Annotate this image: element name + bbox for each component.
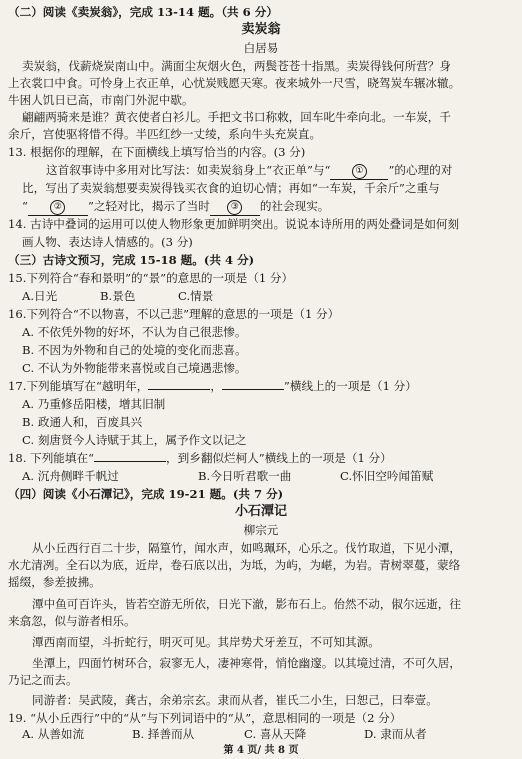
poem-author: 白居易 bbox=[243, 41, 279, 55]
question-17-stem bbox=[8, 378, 522, 394]
q13-text: ”之轻对比，揭示了当时 bbox=[87, 199, 210, 213]
option-b[interactable]: B.今日听君歌一曲 bbox=[198, 469, 292, 483]
page-footer: 第 4 页/ 共 8 页 bbox=[223, 745, 299, 756]
question-13-line bbox=[0, 162, 522, 180]
option-b[interactable]: B. 不因为外物和自己的处境的变化而悲喜。 bbox=[22, 343, 247, 357]
question-14-line: 画人物、表达诗人情感的。(3 分) bbox=[22, 235, 193, 249]
blank-number: ③ bbox=[227, 200, 242, 215]
poem-line: 牛困人饥日已高，市南门外泥中歇。 bbox=[8, 93, 194, 107]
q17-text: ”横线上的一项是（1 分） bbox=[283, 379, 417, 393]
option-a[interactable]: A. 不依凭外物的好坏，不认为自己很悲惨。 bbox=[22, 325, 247, 339]
question-19-stem: 19. “从小丘西行”中的“从”与下列词语中的“从”，意思相同的一项是（2 分） bbox=[8, 711, 402, 725]
answer-blank-3[interactable] bbox=[210, 198, 260, 216]
option-a[interactable]: A.日光 bbox=[22, 289, 58, 303]
answer-blank[interactable] bbox=[94, 461, 166, 462]
poem-title: 卖炭翁 bbox=[241, 22, 281, 37]
option-c[interactable]: C. 刻唐贤今人诗赋于其上，属予作文以记之 bbox=[22, 433, 247, 447]
option-a[interactable]: A. 从善如流 bbox=[22, 727, 85, 741]
essay-line: 摇缀，参差披拂。 bbox=[8, 575, 101, 589]
answer-blank[interactable] bbox=[148, 389, 210, 390]
poem-line: 上衣裳口中食。可怜身上衣正单，心忧炭贱愿天寒。夜来城外一尺雪，晓驾炭车辗冰辙。 bbox=[8, 76, 461, 90]
answer-blank[interactable] bbox=[222, 389, 284, 390]
option-c[interactable]: C.情景 bbox=[178, 289, 214, 303]
essay-author: 柳宗元 bbox=[243, 523, 279, 537]
q18-text: 18. 下列能填在“ bbox=[8, 451, 95, 465]
q17-text: 17.下列能填写在“越明年， bbox=[8, 379, 149, 393]
essay-line: 水尤清冽。全石以为底，近岸，卷石底以出，为坻，为屿，为嵁，为岩。青树翠蔓，蒙络 bbox=[8, 558, 461, 572]
option-a[interactable]: A. 乃重修岳阳楼，增其旧制 bbox=[22, 397, 166, 411]
question-16-stem: 16.下列符合“不以物喜，不以己悲”理解的意思的一项是（1 分） bbox=[8, 307, 340, 321]
essay-line: 潭中鱼可百许头，皆若空游无所依，日光下澈，影布石上。佁然不动，俶尔远逝，往 bbox=[32, 597, 461, 611]
option-b[interactable]: B. 择善而从 bbox=[132, 727, 195, 741]
q13-text: “ bbox=[22, 199, 28, 213]
poem-line: 卖炭翁，伐薪烧炭南山中。满面尘灰烟火色，两鬓苍苍十指黑。卖炭得钱何所营？身 bbox=[22, 59, 451, 73]
essay-line: 乃记之而去。 bbox=[8, 673, 78, 687]
question-13-line bbox=[0, 198, 522, 216]
answer-blank-2[interactable] bbox=[28, 198, 88, 216]
q13-text: 的社会现实。 bbox=[259, 199, 330, 213]
q13-text: ”的心理的对 bbox=[388, 163, 453, 177]
essay-title: 小石潭记 bbox=[234, 504, 287, 519]
option-d[interactable]: D. 隶而从者 bbox=[364, 727, 427, 741]
essay-line: 从小丘西行百二十步，隔篁竹，闻水声，如鸣珮环，心乐之。伐竹取道，下见小潭， bbox=[32, 541, 461, 555]
section-header: （四）阅读《小石潭记》，完成 19-21 题。(共 7 分) bbox=[8, 487, 284, 501]
q18-text: ，到乡翻似烂柯人”横线上的一项是（1 分） bbox=[166, 451, 392, 465]
option-c[interactable]: C. 喜从天降 bbox=[244, 727, 307, 741]
option-c[interactable]: C.怀旧空吟闻笛赋 bbox=[340, 469, 434, 483]
essay-line: 潭西南而望，斗折蛇行，明灭可见。其岸势犬牙差互，不可知其源。 bbox=[32, 635, 380, 649]
section-header: （二）阅读《卖炭翁》，完成 13-14 题。（共 6 分） bbox=[8, 5, 278, 19]
question-19-options bbox=[22, 726, 522, 742]
blank-number: ② bbox=[50, 200, 65, 215]
question-18-stem bbox=[8, 450, 522, 466]
question-15-stem: 15.下列符合“春和景明”的“景”的意思的一项是（1 分） bbox=[8, 271, 294, 285]
answer-blank-1[interactable] bbox=[330, 162, 388, 180]
q13-text: 这首叙事诗中多用对比写法：如卖炭翁身上“衣正单”与“ bbox=[46, 163, 331, 177]
question-13-line: 比，写出了卖炭翁想要卖炭得钱买衣食的迫切心情；再如“一车炭，千余斤”之重与 bbox=[22, 181, 440, 195]
question-13-stem: 13. 根据你的理解，在下面横线上填写恰当的内容。(3 分) bbox=[8, 145, 306, 159]
essay-line: 坐潭上，四面竹树环合，寂寥无人，凄神寒骨，悄怆幽邃。以其境过清，不可久居， bbox=[32, 656, 461, 670]
question-14-line: 14. 古诗中叠词的运用可以使人物形象更加鲜明突出。说说本诗所用的两处叠词是如何刻 bbox=[8, 217, 460, 231]
option-a[interactable]: A. 沉舟侧畔千帆过 bbox=[22, 469, 119, 483]
section-header: （三）古诗文预习，完成 15-18 题。(共 4 分) bbox=[8, 253, 255, 267]
poem-line: 余斤，宫使驱将惜不得。半匹红纱一丈绫，系向牛头充炭直。 bbox=[8, 127, 322, 141]
option-b[interactable]: B.景色 bbox=[100, 289, 136, 303]
question-18-options bbox=[22, 468, 522, 484]
essay-line: 同游者：吴武陵，龚古，余弟宗玄。隶而从者，崔氏二小生，曰恕己，曰奉壹。 bbox=[32, 693, 438, 707]
blank-number: ① bbox=[352, 164, 367, 179]
essay-line: 来翕忽，似与游者相乐。 bbox=[8, 614, 136, 628]
poem-line: 翩翩两骑来是谁？黄衣使者白衫儿。手把文书口称敕，回车叱牛牵向北。一车炭，千 bbox=[22, 110, 451, 124]
q17-text: ， bbox=[210, 379, 222, 393]
question-15-options bbox=[22, 288, 522, 304]
option-c[interactable]: C. 不认为外物能带来喜悦或自己境遇悲惨。 bbox=[22, 361, 247, 375]
option-b[interactable]: B. 政通人和，百废具兴 bbox=[22, 415, 143, 429]
